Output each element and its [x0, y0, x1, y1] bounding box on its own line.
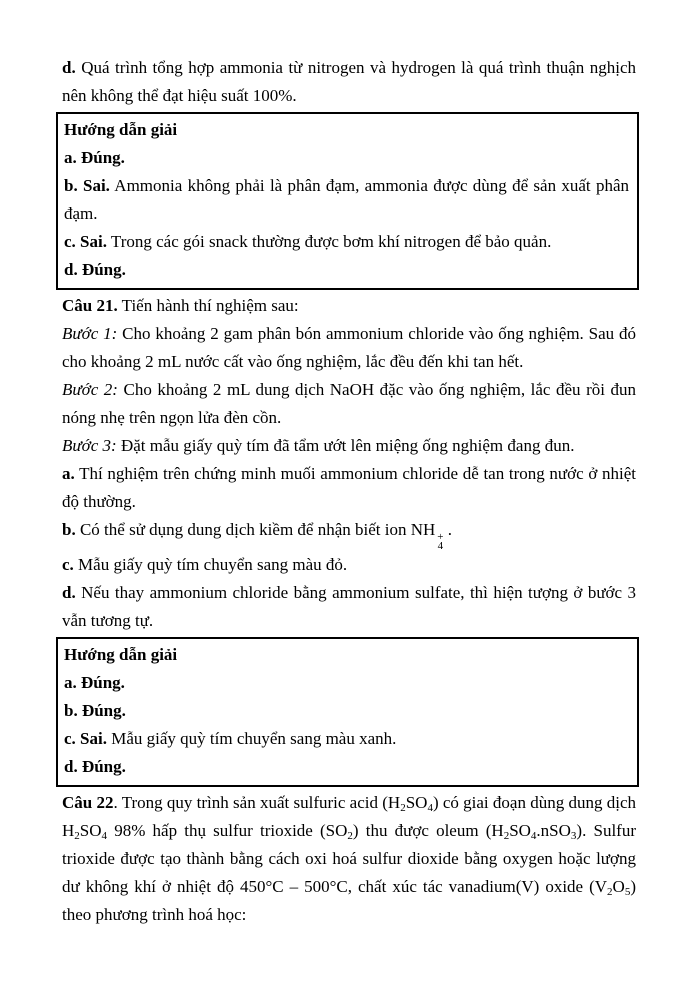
solution-line-d: d. Đúng. [64, 260, 126, 279]
question-21-intro: Câu 21. Tiến hành thí nghiệm sau: [62, 296, 299, 315]
solution-line-b: b. Sai. Ammonia không phải là phân đạm, ammonia được dùng để sản xuất phân đạm. [64, 176, 629, 223]
question-22-intro: Câu 22. Trong quy trình sản xuất sulfuric acid $(H_2SO_4)$ có giai đoạn dùng dung dịch $H_2SO_4$ 98% hấp thụ sulfur trioxide $(SO_2)$ thu được oleum $(H_2SO_4.nSO_3)$. Sulfur trioxide được tạo thành bằng cách oxi hoá sulfur dioxide bằng oxygen hoặc lượng dư không khí ở nhiệt độ 450°C – 500°C, chất xúc tác vanadium(V) oxide $(V_2O_5)$ theo phương trình hoá học: [62, 793, 637, 924]
question-21-option-d: d. Nếu thay ammonium chloride bằng ammonium sulfate, thì hiện tượng ở bước 3 vẫn tương tự. [62, 583, 636, 630]
solution-line-d: d. Đúng. [64, 757, 126, 776]
solution-box-title: Hướng dẫn giải [64, 645, 178, 664]
solution-box-2 [56, 637, 639, 787]
question-21-step-2: Bước 2: Cho khoảng 2 mL dung dịch NaOH đặc vào ống nghiệm, lắc đều rồi đun nóng nhẹ trên ngọn lửa đèn cồn. [62, 380, 636, 427]
question-21-option-b: b. Có thể sử dụng dung dịch kiềm để nhận biết ion NH + 4 . [62, 520, 452, 552]
solution-line-c: c. Sai. Trong các gói snack thường được bơm khí nitrogen để bảo quản. [64, 232, 552, 251]
question-21-step-3: Bước 3: Đặt mẫu giấy quỳ tím đã tẩm ướt lên miệng ống nghiệm đang đun. [62, 436, 575, 455]
question-21-option-a: a. Thí nghiệm trên chứng minh muối ammonium chloride dễ tan trong nước ở nhiệt độ thường. [62, 464, 636, 511]
question-21-option-c: c. Mẫu giấy quỳ tím chuyển sang màu đỏ. [62, 555, 348, 574]
solution-box-title: Hướng dẫn giải [64, 120, 178, 139]
solution-line-c: c. Sai. Mẫu giấy quỳ tím chuyển sang màu xanh. [64, 729, 397, 748]
solution-line-b: b. Đúng. [64, 701, 126, 720]
solution-box-1 [56, 112, 639, 290]
statement-d: d. Quá trình tổng hợp ammonia từ nitrogen và hydrogen là quá trình thuận nghịch nên không thể đạt hiệu suất 100%. [62, 58, 636, 105]
question-21-step-1: Bước 1: Cho khoảng 2 gam phân bón ammonium chloride vào ống nghiệm. Sau đó cho khoảng 2 mL nước cất vào ống nghiệm, lắc đều đến khi tan hết. [62, 324, 637, 371]
solution-line-a: a. Đúng. [64, 673, 125, 692]
solution-line-a: a. Đúng. [64, 148, 125, 167]
